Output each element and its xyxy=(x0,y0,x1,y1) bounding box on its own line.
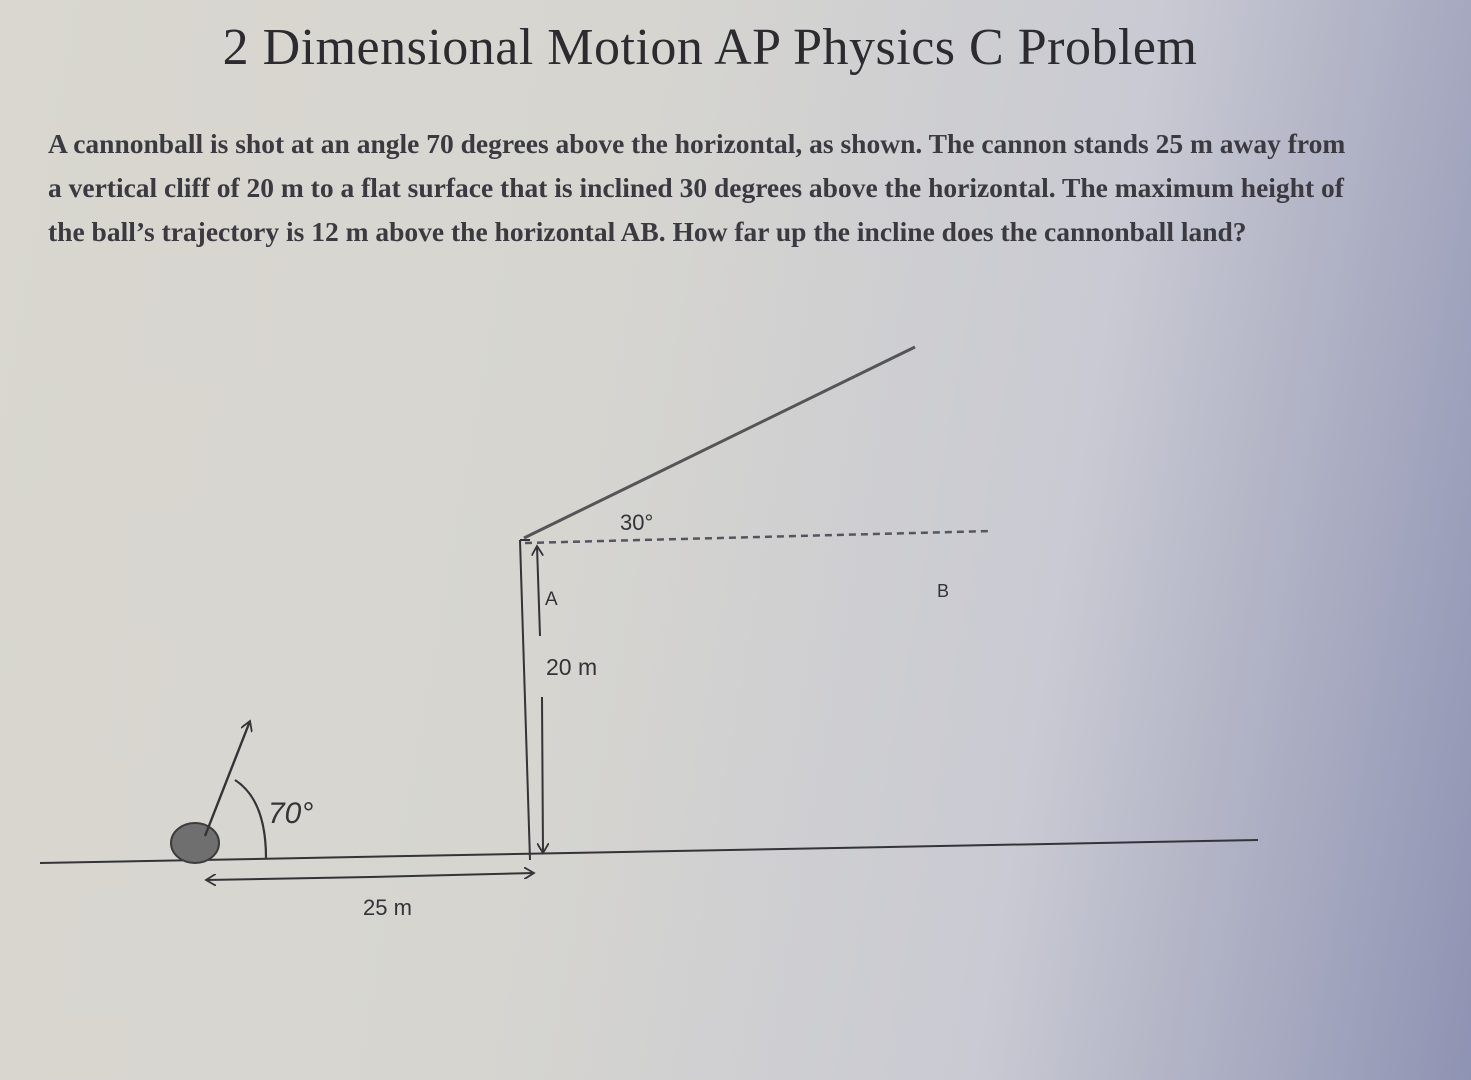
point-a-label: A xyxy=(545,589,558,610)
ground-line xyxy=(40,840,1258,863)
distance-arrow-right xyxy=(370,873,534,877)
incline-angle-label: 30° xyxy=(620,510,654,535)
horizontal-distance-label: 25 m xyxy=(363,895,412,920)
cannonball xyxy=(171,823,219,863)
launch-direction-arrow xyxy=(205,721,250,836)
launch-angle-label: 70° xyxy=(268,797,314,830)
cliff-height-label: 20 m xyxy=(546,654,598,680)
height-arrow-up xyxy=(537,546,540,636)
distance-arrow-left xyxy=(206,877,370,880)
height-arrow-down xyxy=(542,697,543,853)
point-b-label: B xyxy=(937,581,950,601)
launch-angle-arc xyxy=(235,780,266,858)
cliff-wall xyxy=(520,540,530,860)
incline-surface xyxy=(524,347,915,538)
problem-statement: A cannonball is shot at an angle 70 degrees above the horizontal, as shown. The cannon stands 25 m away from a vertical cliff of 20 m to a flat surface that is inclined 30 degrees above the horizontal. The maximum height of the ball’s trajectory is 12 m above the horizontal AB. How far up the incline does the cannonball land? xyxy=(48,128,1346,247)
page-title: 2 Dimensional Motion AP Physics C Problem xyxy=(222,19,1198,76)
horizontal-ab-dashed-line xyxy=(525,531,992,543)
